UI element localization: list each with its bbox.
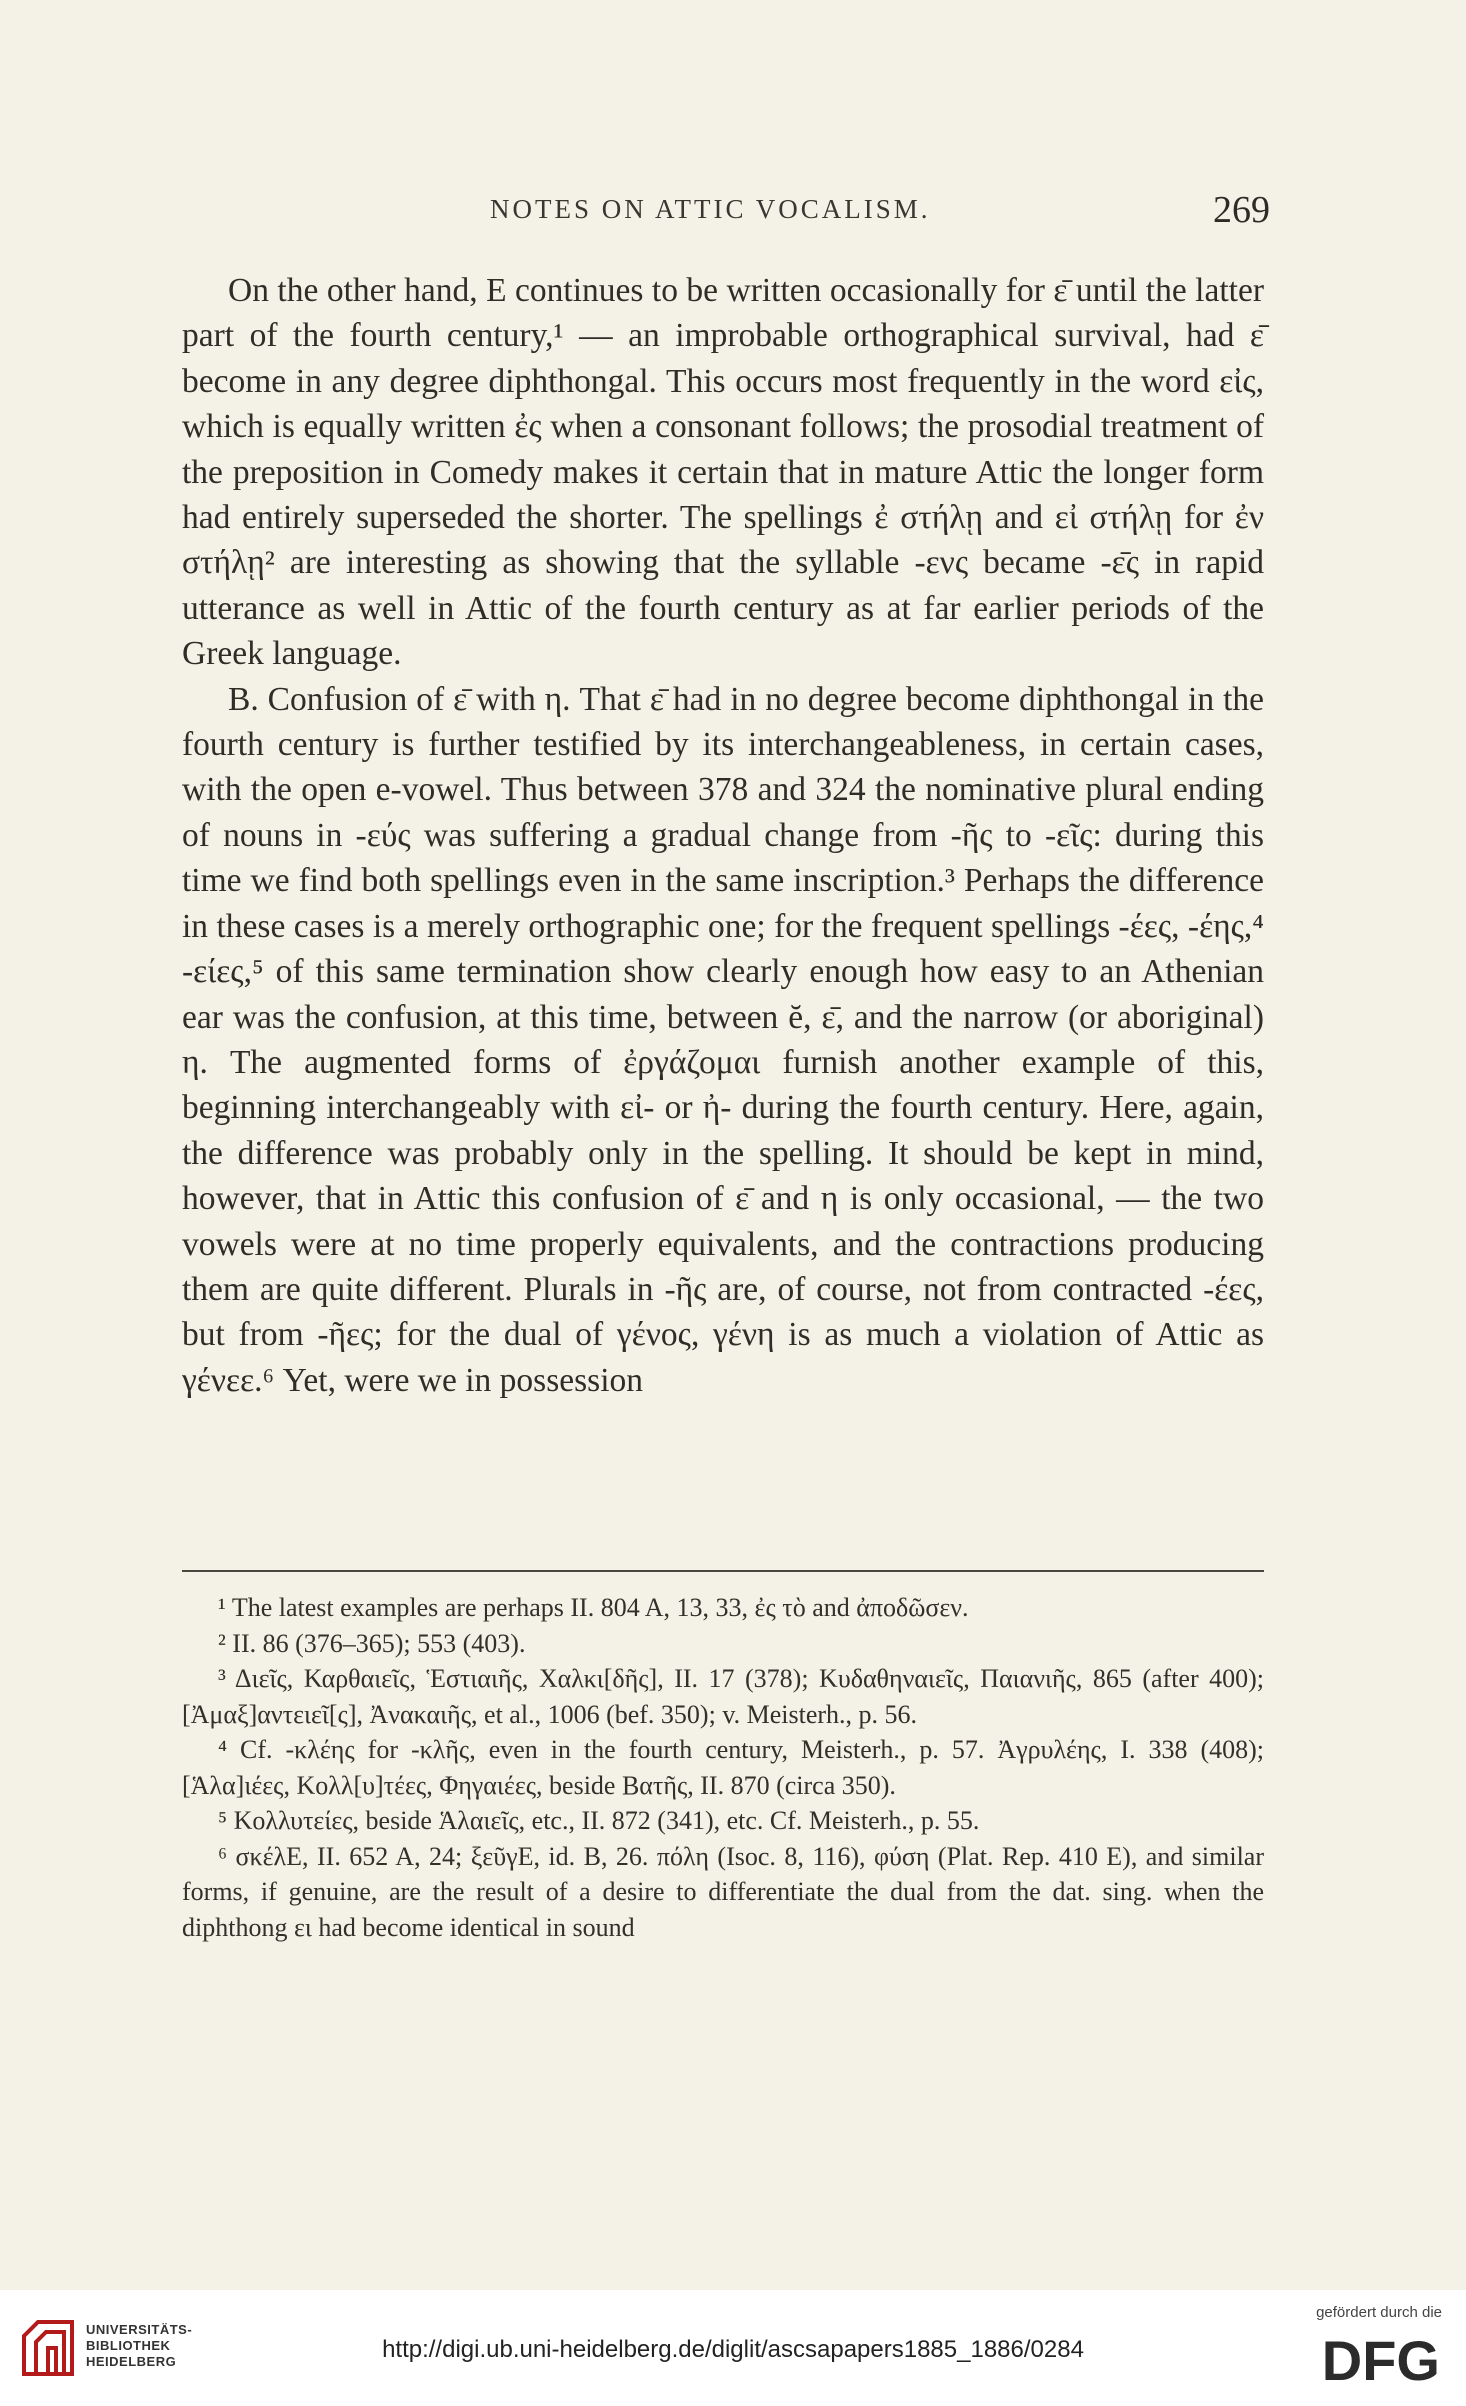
dfg-wordmark-icon [1292, 2330, 1442, 2386]
dfg-wordmark-text: DFG [1321, 2330, 1440, 2386]
footnote: ¹ The latest examples are perhaps II. 804 A, 13, 33, ἐς τὸ and ἀποδῶσεν. [218, 1593, 969, 1622]
permalink-url[interactable]: http://digi.ub.uni-heidelberg.de/diglit/ascsapapers1885_1886/0284 [382, 2336, 1084, 2363]
footnote: ⁴ Cf. -κλέης for -κλῆς, even in the fourth century, Meisterh., p. 57. Ἀγρυλέης, I. 338 (408); [Ἁλα]ιέες, Κολλ[υ]τέες, Φηγαιέες, beside Βατῆς, II. 870 (circa 350). [182, 1735, 1264, 1800]
dfg-logo[interactable] [1272, 2304, 1442, 2394]
footnote: ³ Διεῖς, Καρθαιεῖς, Ἑστιαιῆς, Χαλκι[δῆς], II. 17 (378); Κυδαθηναιεῖς, Παιανιῆς, 865 (after 400); [Ἀμαξ]αντειεῖ[ς], Ἀνακαιῆς, et al., 1006 (bef. 350); v. Meisterh., p. 56. [182, 1664, 1264, 1729]
digitization-footer [0, 2290, 1466, 2406]
footnote-divider [182, 1570, 1264, 1572]
footnote: ⁶ σκέλΕ, II. 652 A, 24; ξεῦγΕ, id. B, 26. πόλη (Isoc. 8, 116), φύση (Plat. Rep. 410 E), and similar forms, if genuine, are the result of a desire to differentiate the dual from the dat. sing. when the diphthong ει had become identical in sound [182, 1841, 1264, 1942]
running-title: NOTES ON ATTIC VOCALISM. [490, 194, 931, 224]
page-number: 269 [1213, 189, 1270, 231]
paragraph: B. Confusion of ε̄ with η. That ε̄ had in no degree become diphthongal in the fourth century is further testified by its interchangeableness, in certain cases, with the open e-vowel. Thus between 378 and 324 the nominative plural ending of nouns in -εύς was suffering a gradual change from -ῆς to -εῖς: during this time we find both spellings even in the same inscription.³ Perhaps the difference in these cases is a merely orthographic one; for the frequent spellings -έες, -έης,⁴ -είες,⁵ of this same termination show clearly enough how easy to an Athenian ear was the confusion, at this time, between ĕ, ε̄, and the narrow (or aboriginal) η. The augmented forms of ἐργάζομαι furnish another example of this, beginning interchangeably with εἰ- or ἠ- during the fourth century. Here, again, the difference was probably only in the spelling. It should be kept in mind, however, that in Attic this confusion of ε̄ and η is only occasional, — the two vowels were at no time properly equivalents, and the contractions producing them are quite different. Plurals in -ῆς are, of course, not from contracted -έες, but from -ῆες; for the dual of γένος, γένη is as much a violation of Attic as γένεε.⁶ Yet, were we in possession [182, 680, 1264, 1399]
funding-caption: gefördert durch die [1316, 2304, 1442, 2321]
paragraph: On the other hand, E continues to be written occasionally for ε̄ until the latter part of the fourth century,¹ — an improbable orthographical survival, had ε̄ become in any degree diphthongal. This occurs most frequently in the word εἰς, which is equally written ἐς when a consonant follows; the prosodial treatment of the preposition in Comedy makes it certain that in mature Attic the longer form had entirely superseded the shorter. The spellings ἐ στήλῃ and εἰ στήλῃ for ἐν στήλῃ² are interesting as showing that the syllable -ενς became -ε̄ς in rapid utterance as well in Attic of the fourth century as at far earlier periods of the Greek language. [182, 272, 1264, 673]
footnote: ² II. 86 (376–365); 553 (403). [218, 1628, 526, 1658]
footnotes [182, 1590, 1264, 1945]
running-head [180, 189, 1270, 232]
body-text [182, 268, 1264, 1403]
library-name-text: UNIVERSITÄTS- BIBLIOTHEK HEIDELBERG [86, 2322, 193, 2369]
footnote: ⁵ Κολλυτείες, beside Ἁλαιεῖς, etc., II. 872 (341), etc. Cf. Meisterh., p. 55. [218, 1806, 980, 1835]
